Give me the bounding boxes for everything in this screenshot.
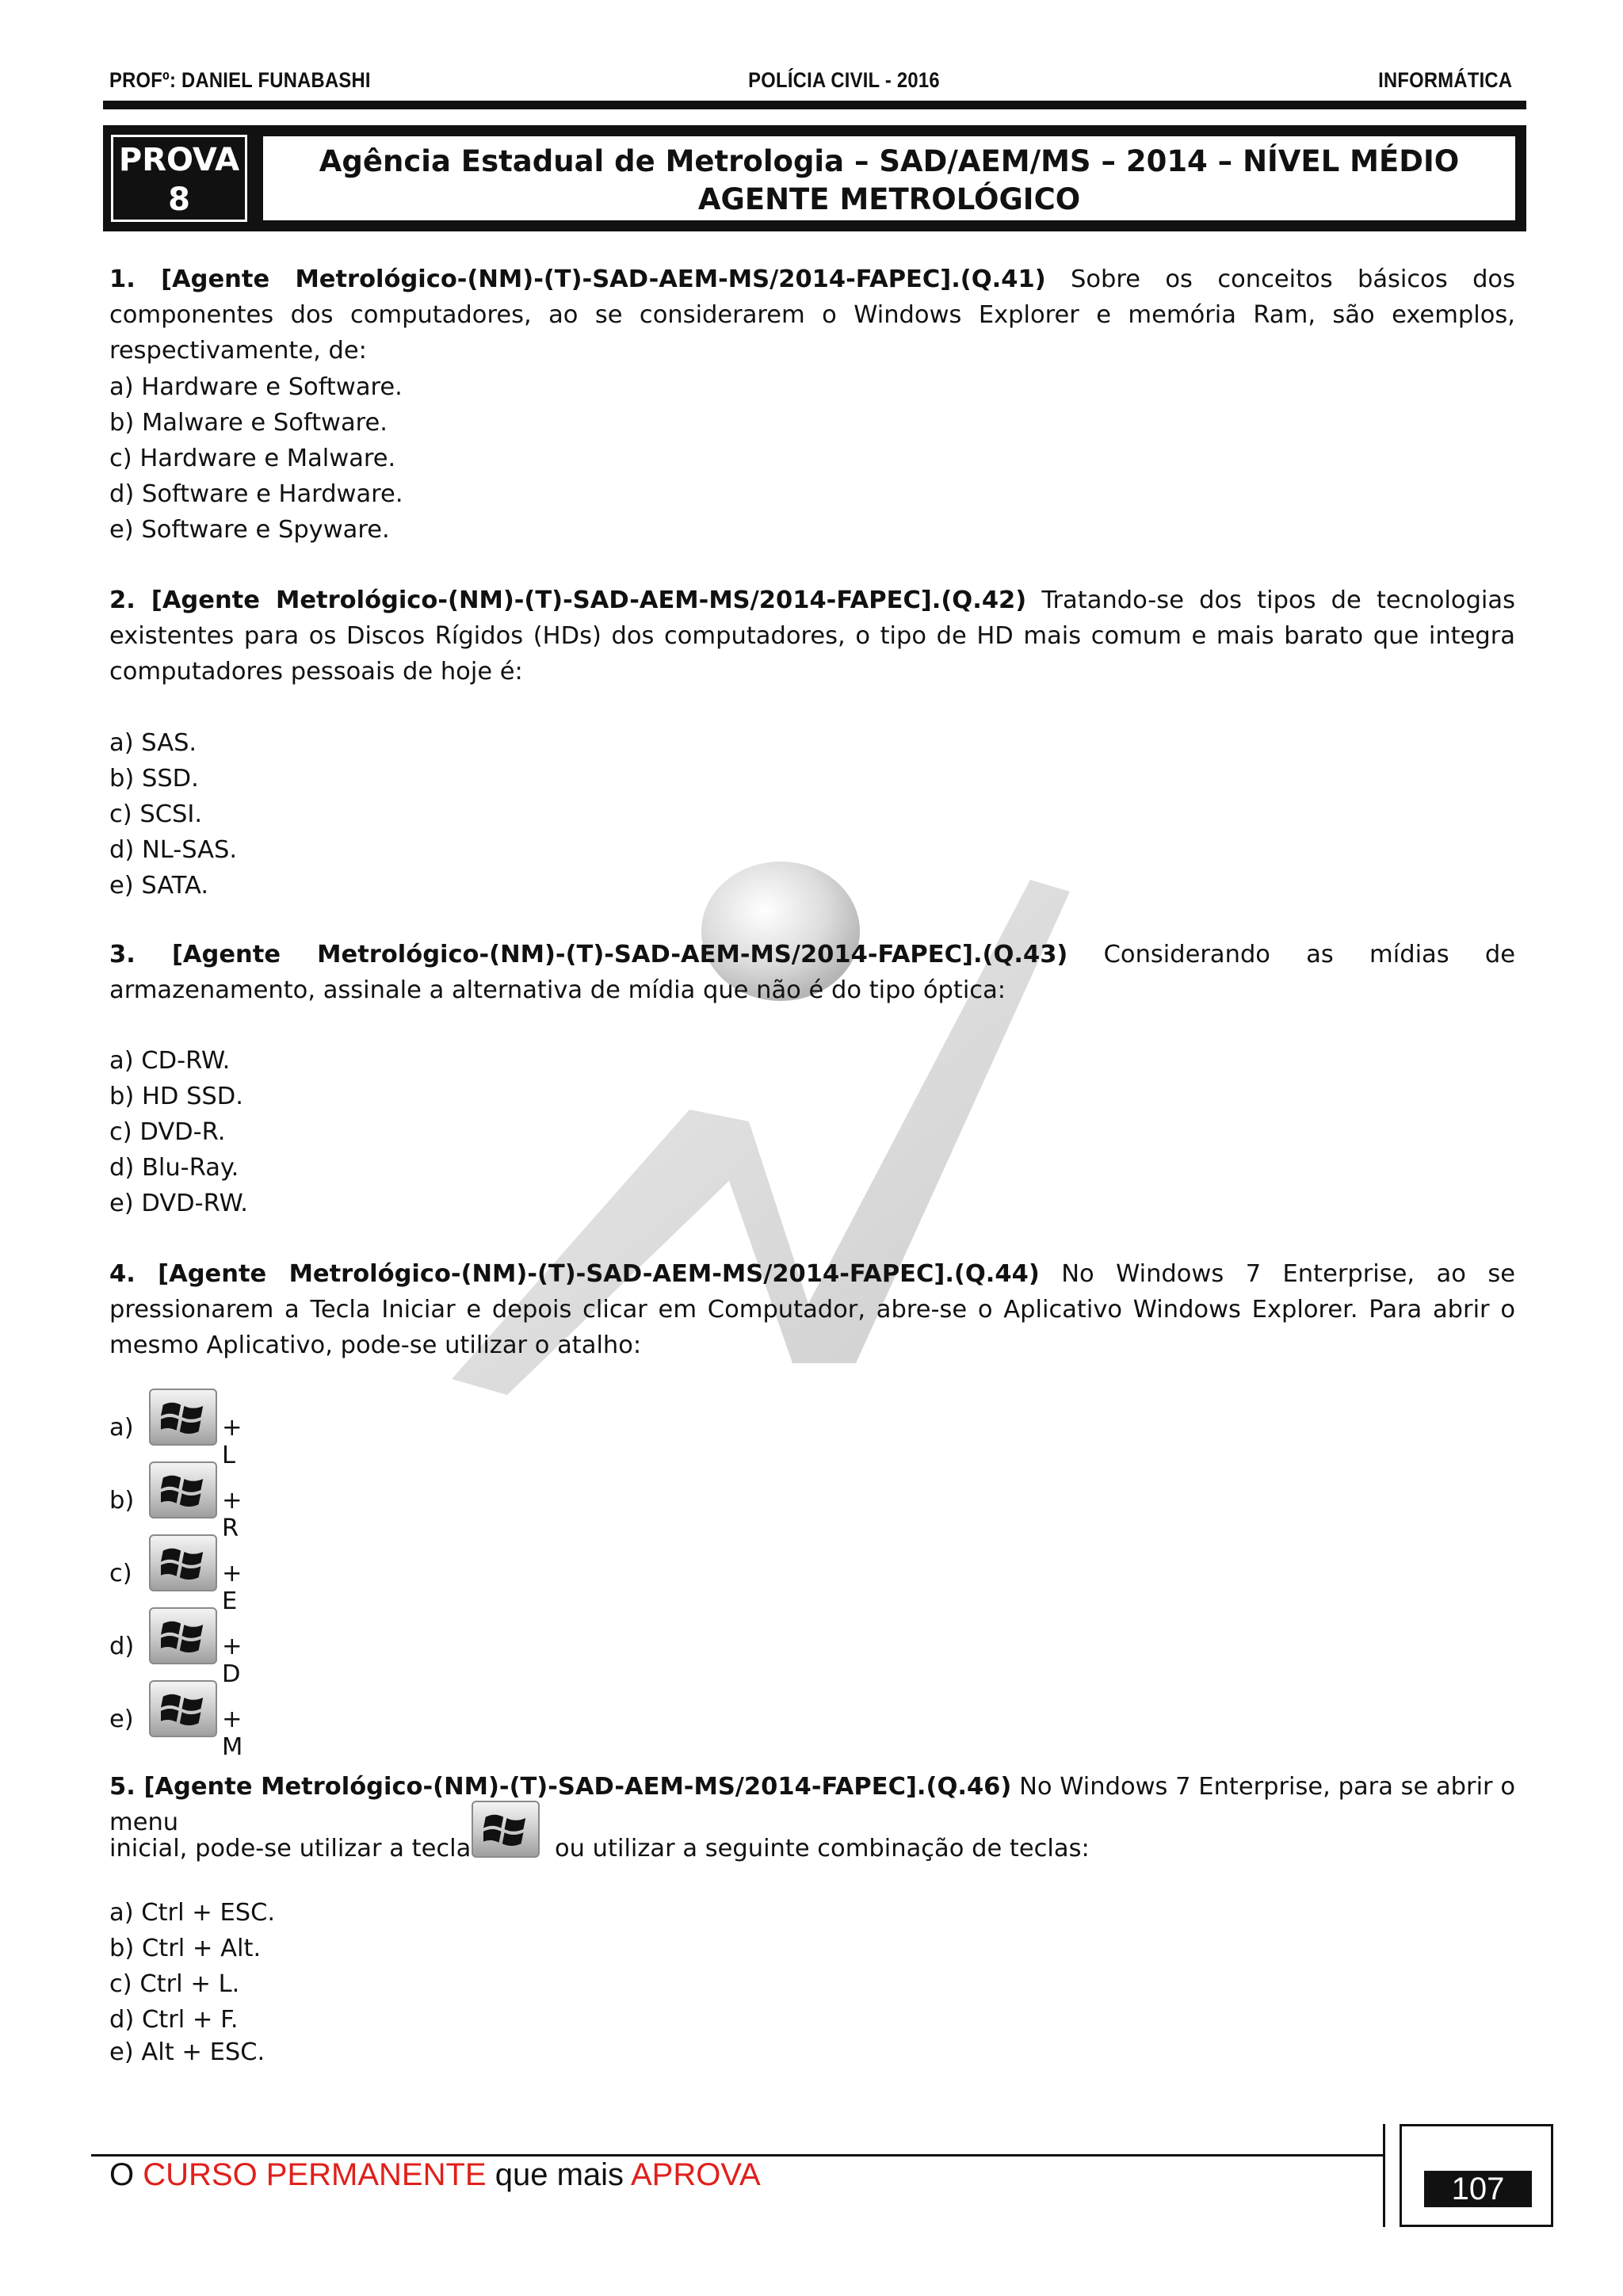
question-5-option-d[interactable]: d) Ctrl + F. — [109, 2006, 239, 2034]
question-4 — [109, 1256, 1515, 1363]
question-2 — [109, 583, 1515, 690]
question-5-option-b[interactable]: b) Ctrl + Alt. — [109, 1935, 262, 1962]
question-2-option-c[interactable]: c) SCSI. — [109, 800, 203, 828]
prova-badge — [111, 135, 247, 222]
question-2-option-b[interactable]: b) SSD. — [109, 765, 199, 793]
windows-key-icon — [149, 1389, 217, 1446]
header-exam: POLÍCIA CIVIL - 2016 — [748, 68, 940, 92]
question-3-option-a[interactable]: a) CD-RW. — [109, 1047, 231, 1075]
question-3-option-e[interactable]: e) DVD-RW. — [109, 1190, 248, 1217]
page-number: 107 — [1424, 2171, 1532, 2207]
header-rule — [103, 101, 1526, 109]
windows-key-icon — [472, 1801, 540, 1858]
option-label: b) — [109, 1487, 135, 1515]
question-2-option-e[interactable]: e) SATA. — [109, 872, 209, 900]
option-label: c) — [109, 1560, 132, 1587]
question-4-text: No Windows 7 Enterprise, ao se pressionarem a Tecla Iniciar e depois clicar em Computador, abre-se o Aplicativo Windows Explorer. Para abrir o mesmo Aplicativo, pode-se utilizar o atalho: — [109, 1260, 1515, 1359]
question-2-text: Tratando-se dos tipos de tecnologias existentes para os Discos Rígidos (HDs) dos computadores, o tipo de HD mais comum e mais barato que integra computadores pessoais de hoje é: — [109, 586, 1515, 686]
prova-label: PROVA — [118, 142, 240, 178]
question-3-text: Considerando as mídias de armazenamento, assinale a alternativa de mídia que não é do tipo óptica: — [109, 941, 1515, 1004]
question-5 — [109, 1769, 1515, 1840]
question-1-option-b[interactable]: b) Malware e Software. — [109, 409, 388, 437]
question-3-ref: 3. [Agente Metrológico-(NM)-(T)-SAD-AEM-MS/2014-FAPEC].(Q.43) — [109, 941, 1068, 968]
question-5-line2-after: ou utilizar a seguinte combinação de teclas: — [555, 1835, 1090, 1862]
question-5-ref: 5. [Agente Metrológico-(NM)-(T)-SAD-AEM-MS/2014-FAPEC].(Q.46) — [109, 1773, 1012, 1801]
question-3 — [109, 937, 1515, 1008]
footer-highlight-approve: APROVA — [630, 2157, 761, 2192]
question-1-option-c[interactable]: c) Hardware e Malware. — [109, 445, 396, 472]
question-5-option-a[interactable]: a) Ctrl + ESC. — [109, 1899, 276, 1927]
question-1 — [109, 262, 1515, 369]
footer-middle: que mais — [486, 2157, 631, 2192]
windows-key-icon — [149, 1680, 217, 1737]
footer-slogan — [109, 2157, 761, 2193]
question-1-text: Sobre os conceitos básicos dos componentes dos computadores, ao se considerarem o Windows Explorer e memória Ram, são exemplos, respectivamente, de: — [109, 266, 1515, 365]
question-2-option-a[interactable]: a) SAS. — [109, 729, 197, 757]
footer-divider — [1383, 2124, 1385, 2227]
footer-prefix: O — [109, 2157, 143, 2192]
question-3-option-c[interactable]: c) DVD-R. — [109, 1118, 226, 1146]
page-number-box — [1400, 2124, 1553, 2227]
question-3-option-d[interactable]: d) Blu-Ray. — [109, 1154, 239, 1182]
exam-banner — [103, 125, 1526, 231]
windows-key-icon — [149, 1461, 217, 1519]
header-author: PROFº: DANIEL FUNABASHI — [109, 68, 371, 92]
question-3-option-b[interactable]: b) HD SSD. — [109, 1083, 243, 1110]
footer-highlight-course: CURSO PERMANENTE — [143, 2157, 487, 2192]
option-label: a) — [109, 1414, 134, 1442]
question-1-option-d[interactable]: d) Software e Hardware. — [109, 480, 403, 508]
exam-title-line2: AGENTE METROLÓGICO — [697, 182, 1081, 216]
option-shortcut: + M — [222, 1706, 243, 1761]
prova-number: 8 — [168, 181, 190, 218]
option-label: d) — [109, 1633, 135, 1660]
option-shortcut: + D — [222, 1633, 242, 1688]
question-1-option-e[interactable]: e) Software e Spyware. — [109, 516, 390, 544]
question-5-line2-before: inicial, pode-se utilizar a tecla — [109, 1835, 472, 1862]
windows-key-icon — [149, 1607, 217, 1664]
windows-key-icon — [149, 1534, 217, 1591]
exam-title-line1: Agência Estadual de Metrologia – SAD/AEM/MS – 2014 – NÍVEL MÉDIO — [319, 144, 1460, 178]
question-2-ref: 2. [Agente Metrológico-(NM)-(T)-SAD-AEM-MS/2014-FAPEC].(Q.42) — [109, 586, 1027, 614]
question-5-option-e[interactable]: e) Alt + ESC. — [109, 2038, 265, 2066]
question-5-text: No Windows 7 Enterprise, para se abrir o menu — [109, 1773, 1515, 1836]
footer-rule — [91, 2154, 1383, 2157]
option-label: e) — [109, 1706, 134, 1733]
exam-title — [260, 133, 1518, 223]
option-shortcut: + R — [222, 1487, 242, 1542]
question-2-option-d[interactable]: d) NL-SAS. — [109, 836, 238, 864]
option-shortcut: + L — [222, 1414, 242, 1469]
question-1-ref: 1. [Agente Metrológico-(NM)-(T)-SAD-AEM-MS/2014-FAPEC].(Q.41) — [109, 266, 1046, 293]
header-subject: INFORMÁTICA — [1377, 68, 1512, 92]
question-1-option-a[interactable]: a) Hardware e Software. — [109, 373, 403, 401]
option-shortcut: + E — [222, 1560, 242, 1615]
question-5-option-c[interactable]: c) Ctrl + L. — [109, 1970, 240, 1998]
question-4-ref: 4. [Agente Metrológico-(NM)-(T)-SAD-AEM-MS/2014-FAPEC].(Q.44) — [109, 1260, 1040, 1288]
